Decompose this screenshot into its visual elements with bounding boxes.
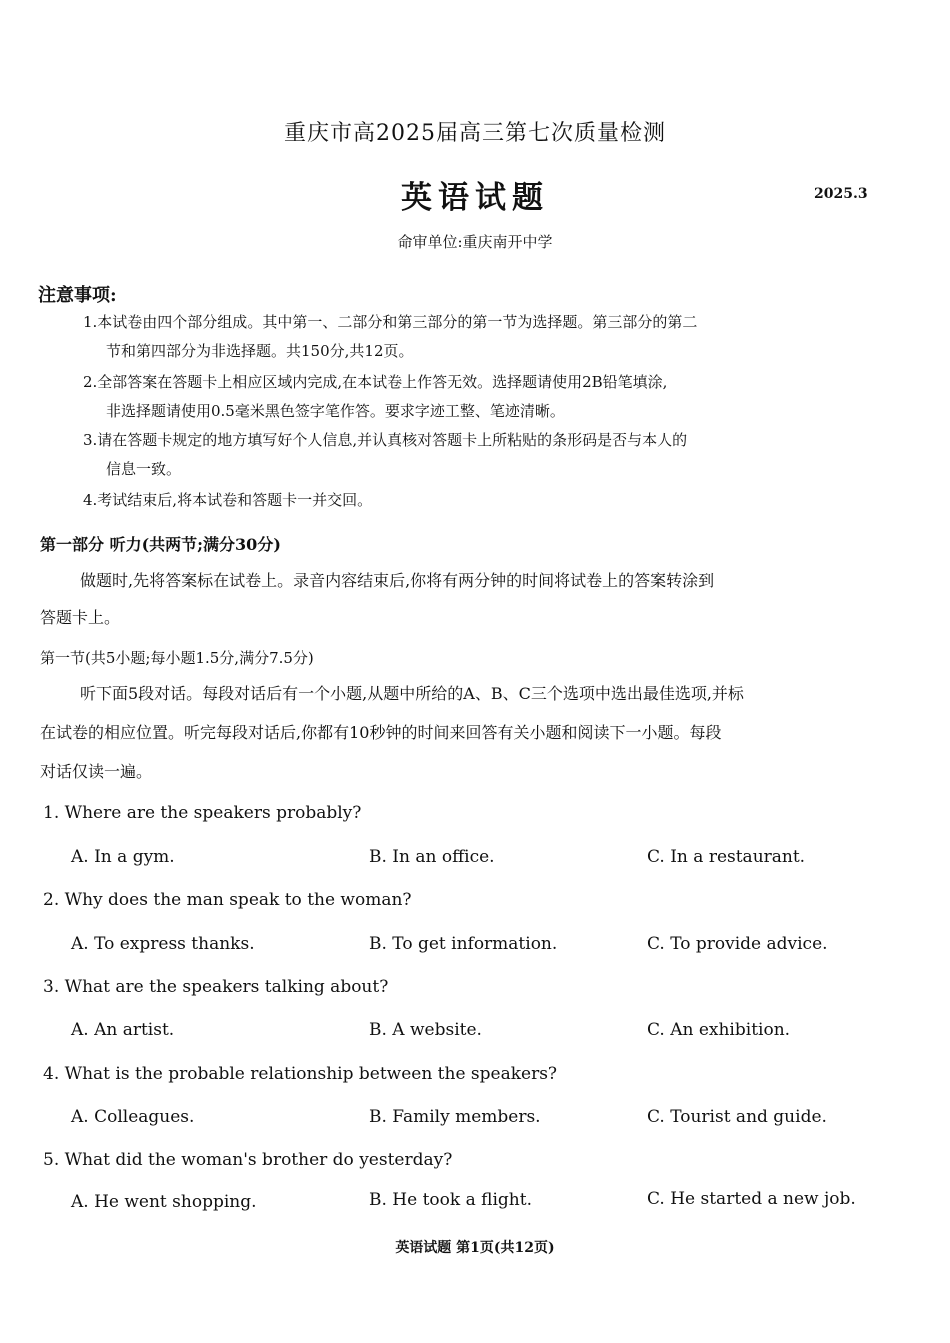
- question-5-option-b: B. He took a flight.: [369, 1190, 532, 1210]
- question-4-option-b: B. Family members.: [369, 1107, 541, 1127]
- section1-heading: 第一节(共5小题;每小题1.5分,满分7.5分): [40, 649, 314, 667]
- question-3-option-b: B. A website.: [369, 1020, 482, 1040]
- question-2-option-c: C. To provide advice.: [647, 934, 828, 954]
- section1-line1: 听下面5段对话。每段对话后有一个小题,从题中所给的A、B、C三个选项中选出最佳选项,并标: [80, 684, 744, 703]
- notice-item-4-line1: 4.考试结束后,将本试卷和答题卡一并交回。: [83, 491, 373, 509]
- notice-item-3-line1: 3.请在答题卡规定的地方填写好个人信息,并认真核对答题卡上所粘贴的条形码是否与本人的: [83, 431, 688, 449]
- notice-item-2-line1: 2.全部答案在答题卡上相应区域内完成,在本试卷上作答无效。选择题请使用2B铅笔填涂,: [83, 373, 668, 391]
- page-footer: 英语试题 第1页(共12页): [395, 1240, 555, 1256]
- question-1: 1. Where are the speakers probably?: [43, 803, 362, 823]
- question-4-option-a: A. Colleagues.: [71, 1107, 195, 1127]
- question-1-option-b: B. In an office.: [369, 847, 495, 867]
- part1-intro-line1: 做题时,先将答案标在试卷上。录音内容结束后,你将有两分钟的时间将试卷上的答案转涂到: [80, 571, 715, 590]
- question-2-option-b: B. To get information.: [369, 934, 558, 954]
- question-3-option-a: A. An artist.: [71, 1020, 175, 1040]
- section1-line2: 在试卷的相应位置。听完每段对话后,你都有10秒钟的时间来回答有关小题和阅读下一小题。每段: [40, 723, 722, 742]
- setter-unit: 命审单位:重庆南开中学: [397, 233, 553, 251]
- question-5: 5. What did the woman's brother do yesterday?: [43, 1150, 453, 1170]
- question-5-option-c: C. He started a new job.: [647, 1189, 856, 1209]
- question-5-option-a: A. He went shopping.: [71, 1192, 257, 1212]
- question-3-option-c: C. An exhibition.: [647, 1020, 791, 1040]
- notice-item-3-line2: 信息一致。: [106, 460, 182, 478]
- question-2: 2. Why does the man speak to the woman?: [43, 890, 412, 910]
- part1-intro-line2: 答题卡上。: [40, 608, 121, 627]
- question-1-option-c: C. In a restaurant.: [647, 847, 806, 867]
- notice-heading: 注意事项:: [38, 285, 117, 306]
- notice-item-2-line2: 非选择题请使用0.5毫米黑色签字笔作答。要求字迹工整、笔迹清晰。: [106, 402, 565, 420]
- exam-title: 重庆市高2025届高三第七次质量检测: [284, 121, 666, 146]
- notice-item-1-line1: 1.本试卷由四个部分组成。其中第一、二部分和第三部分的第一节为选择题。第三部分的第二: [83, 313, 698, 331]
- part1-heading: 第一部分 听力(共两节;满分30分): [40, 535, 281, 554]
- exam-date: 2025.3: [814, 186, 868, 202]
- question-1-option-a: A. In a gym.: [71, 847, 175, 867]
- section1-line3: 对话仅读一遍。: [40, 762, 153, 781]
- subject-title: 英语试题: [401, 180, 549, 216]
- question-3: 3. What are the speakers talking about?: [43, 977, 389, 997]
- question-4-option-c: C. Tourist and guide.: [647, 1107, 827, 1127]
- question-2-option-a: A. To express thanks.: [71, 934, 255, 954]
- question-4: 4. What is the probable relationship between the speakers?: [43, 1064, 558, 1084]
- notice-item-1-line2: 节和第四部分为非选择题。共150分,共12页。: [106, 342, 414, 360]
